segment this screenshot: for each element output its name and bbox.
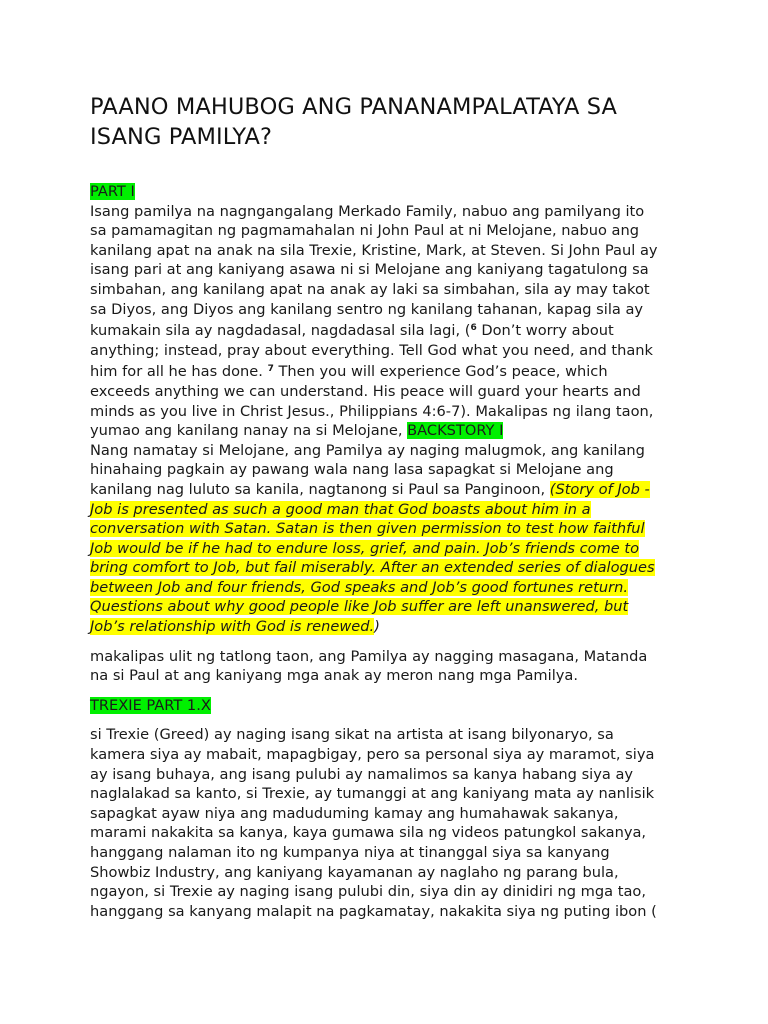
- job-story-line: (Story of Job -: [549, 480, 650, 498]
- verse-6-text: Don’t worry about: [481, 322, 614, 340]
- job-story-line: bring comfort to Job, but fail miserably. After an extended series of dialogues: [90, 559, 655, 577]
- trexie-part-label: TREXIE PART 1.X: [90, 696, 211, 714]
- paragraph-4-line: si Trexie (Greed) ay naging isang sikat na artista at isang bilyonaryo, sa: [90, 726, 614, 744]
- paragraph-1-text: yumao ang kanilang nanay na si Melojane,: [90, 422, 408, 440]
- paragraph-2: [90, 441, 680, 637]
- job-story-line: Questions about why good people like Job suffer are left unanswered, but: [90, 598, 629, 616]
- paragraph-2-line: Nang namatay si Melojane, ang Pamilya ay naging malugmok, ang kanilang: [90, 441, 645, 459]
- paragraph-1: [90, 202, 680, 441]
- paragraph-4-line: marami nakakita sa kanya, kaya gumawa sila ng videos patungkol sakanya,: [90, 824, 647, 842]
- job-story-close-paren: ): [374, 618, 380, 636]
- paragraph-1-line: isang pari at ang kaniyang asawa ni si Melojane ang kaniyang tagatulong sa: [90, 261, 649, 279]
- paragraph-1-line: simbahan, ang kanilang apat na anak ay laki sa simbahan, sila ay may takot: [90, 280, 650, 298]
- job-story-line-row: [90, 578, 680, 598]
- paragraph-4-line: kamera siya ay mabait, mapagbigay, pero sa personal siya ay maramot, siya: [90, 746, 655, 764]
- job-story-line-row: [90, 617, 680, 637]
- paragraph-1-text: him for all he has done.: [90, 363, 268, 381]
- part-1-label-row: [90, 182, 680, 202]
- paragraph-3-line: na si Paul at ang kaniyang mga anak ay meron nang mga Pamilya.: [90, 667, 578, 685]
- paragraph-1-line: [90, 360, 680, 382]
- job-story-line: Job is presented as such a good man that God boasts about him in a: [90, 500, 591, 518]
- paragraph-4-line: hanggang nalaman ito ng kumpanya niya at tinanggal siya sa kanyang: [90, 844, 610, 861]
- paragraph-4-line: ngayon, si Trexie ay naging isang pulubi din, siya din ay dinidiri ng mga tao,: [90, 883, 646, 901]
- paragraph-1-line: sa pamamagitan ng pagmamahalan ni John Paul at ni Melojane, nabuo ang: [90, 222, 639, 240]
- paragraph-4: [90, 725, 680, 921]
- paragraph-3-line: makalipas ulit ng tatlong taon, ang Pamilya ay nagging masagana, Matanda: [90, 647, 648, 665]
- paragraph-1-line: Isang pamilya na nagngangalang Merkado Family, nabuo ang pamilyang ito: [90, 202, 645, 220]
- verse-7-text: Then you will experience God’s peace, which: [278, 363, 608, 381]
- paragraph-1-line: [90, 319, 680, 341]
- paragraph-1-text: kumakain sila ay nagdadasal, nagdadasal sila lagi, (: [90, 322, 471, 340]
- job-story-line: conversation with Satan. Satan is then given permission to test how faithful: [90, 520, 645, 538]
- paragraph-2-line: [90, 480, 680, 500]
- paragraph-4-line: naglalakad sa kanto, si Trexie, ay tumanggi at ang kaniyang mata ay nanlisik: [90, 785, 655, 803]
- paragraph-4-line: Showbiz Industry, ang kaniyang kayamanan ay naglaho ng parang bula,: [90, 863, 619, 881]
- job-story-line-row: [90, 500, 680, 520]
- paragraph-1-line: [90, 421, 680, 441]
- verse-6-number: 6: [470, 323, 477, 334]
- verse-7-number: 7: [267, 364, 274, 375]
- backstory-label: BACKSTORY I: [407, 422, 504, 440]
- paragraph-2-line: hinahaing pagkain ay pawang wala nang lasa sapagkat si Melojane ang: [90, 461, 614, 479]
- paragraph-1-line: kanilang apat na anak na sila Trexie, Kristine, Mark, at Steven. Si John Paul ay: [90, 241, 658, 259]
- paragraph-3: [90, 647, 680, 686]
- paragraph-2-text: kanilang nag luluto sa kanila, nagtanong si Paul sa Panginoon,: [90, 480, 550, 498]
- paragraph-4-line: sapagkat ayaw niya ang maduduming kamay ang humahawak sakanya,: [90, 804, 619, 822]
- paragraph-1-line: anything; instead, pray about everything. Tell God what you need, and thank: [90, 341, 653, 359]
- document-page: [90, 92, 680, 921]
- job-story-line-row: [90, 558, 680, 578]
- paragraph-1-line: exceeds anything we can understand. His peace will guard your hearts and: [90, 382, 641, 400]
- job-story-line: Job’s relationship with God is renewed.: [90, 618, 375, 636]
- trexie-label-row: [90, 696, 680, 716]
- job-story-line: between Job and four friends, God speaks and Job’s good fortunes return.: [90, 578, 628, 596]
- paragraph-4-line: ay isang buhaya, ang isang pulubi ay namalimos sa kanya habang siya ay: [90, 765, 634, 783]
- job-story-line-row: [90, 597, 680, 617]
- job-story-line-row: [90, 539, 680, 559]
- paragraph-1-line: minds as you live in Christ Jesus., Philippians 4:6-7). Makalipas ng ilang taon,: [90, 402, 654, 420]
- part-1-label: PART I: [90, 183, 135, 200]
- paragraph-1-line: sa Diyos, ang Diyos ang kanilang sentro ng kanilang tahanan, kapag sila ay: [90, 300, 644, 318]
- paragraph-4-line: hanggang sa kanyang malapit na pagkamatay, nakakita siya ng puting ibon (: [90, 902, 657, 920]
- document-title: PAANO MAHUBOG ANG PANANAMPALATAYA SA ISANG PAMILYA?: [90, 94, 618, 150]
- job-story-line-row: [90, 519, 680, 539]
- job-story-line: Job would be if he had to endure loss, grief, and pain. Job’s friends come to: [90, 539, 640, 557]
